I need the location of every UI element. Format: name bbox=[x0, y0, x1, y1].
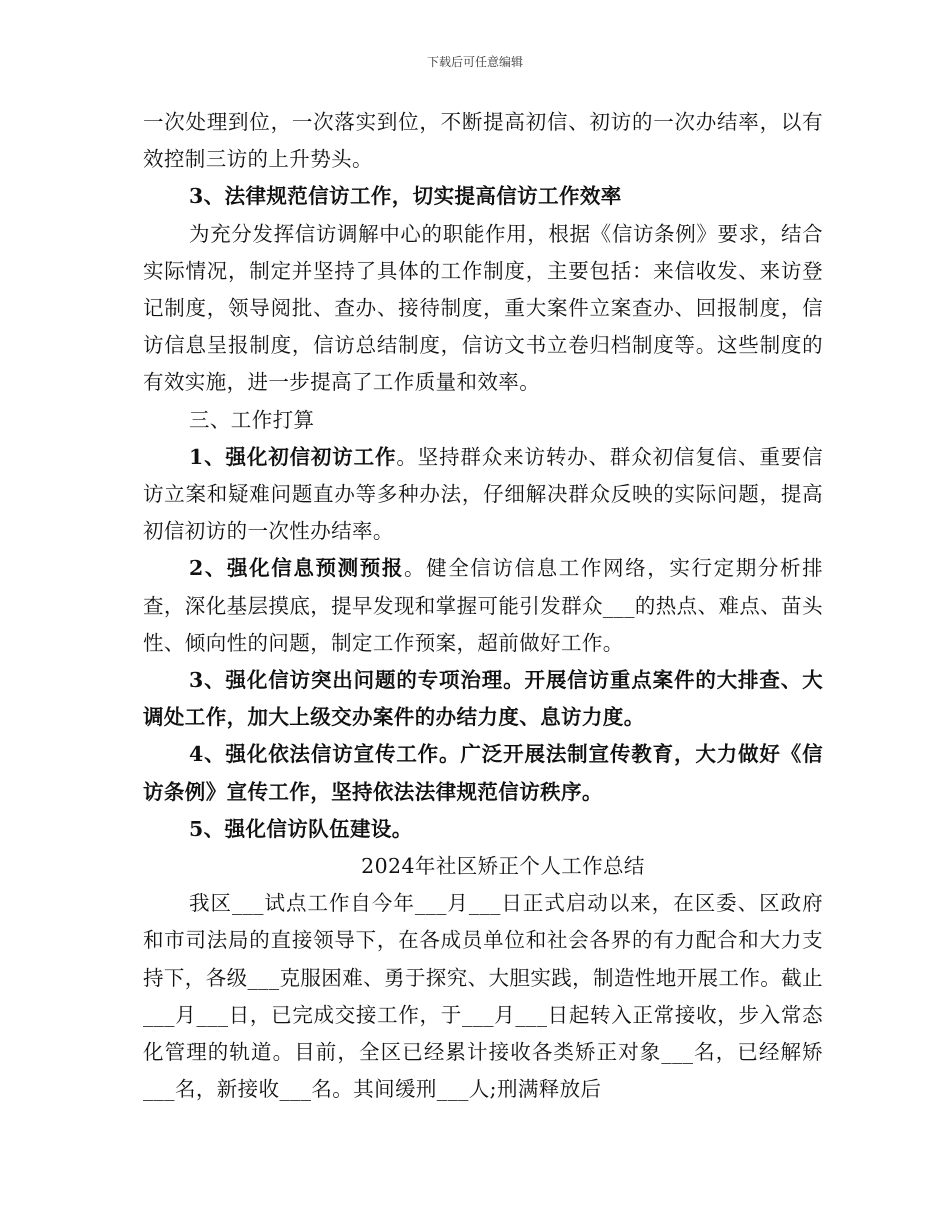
document-title: 2024年社区矫正个人工作总结 bbox=[361, 854, 645, 879]
section-heading: 3、法律规范信访工作，切实提高信访工作效率 bbox=[189, 184, 622, 209]
paragraph bbox=[143, 439, 823, 551]
paragraph-lead: 2、强化信息预测预报 bbox=[189, 556, 404, 581]
paragraph bbox=[143, 550, 823, 662]
paragraph: 4、强化依法信访宣传工作。广泛开展法制宣传教育，大力做好《信访条例》宣传工作，坚持依法法律规范信访秩序。 bbox=[143, 742, 823, 804]
section-heading: 三、工作打算 bbox=[189, 407, 315, 432]
paragraph-text: 。健全信访信息工作网络，实行定期分析排查，深化基层摸底，提早发现和掌握可能引发群众___的热点、难点、苗头性、倾向性的问题，制定工作预案，超前做好工作。 bbox=[143, 556, 823, 655]
paragraph: 我区___试点工作自今年___月___日正式启动以来，在区委、区政府和市司法局的直接领导下，在各成员单位和社会各界的有力配合和大力支持下，各级___克服困难、勇于探究、大胆实践，制造性地开展工作。截止___月___日，已完成交接工作，于___月___日起转入正常接收，步入常态化管理的轨道。目前，全区已经累计接收各类矫正对象___名，已经解矫___名，新接收___名。其间缓刑___人;刑满释放后 bbox=[143, 891, 823, 1102]
paragraph: 5、强化信访队伍建设。 bbox=[189, 816, 413, 841]
document-body bbox=[143, 104, 823, 1108]
paragraph: 一次处理到位，一次落实到位，不断提高初信、初访的一次办结率，以有效控制三访的上升势头。 bbox=[143, 110, 823, 172]
paragraph-text: 。坚持群众来访转办、群众初信复信、重要信访立案和疑难问题直办等多种办法，仔细解决群众反映的实际问题，提高初信初访的一次性办结率。 bbox=[143, 444, 823, 544]
paragraph: 3、强化信访突出问题的专项治理。开展信访重点案件的大排查、大调处工作，加大上级交办案件的办结力度、息访力度。 bbox=[143, 668, 823, 730]
paragraph-lead: 1、强化初信初访工作 bbox=[189, 444, 397, 469]
paragraph: 为充分发挥信访调解中心的职能作用，根据《信访条例》要求，结合实际情况，制定并坚持了具体的工作制度，主要包括：来信收发、来访登记制度，领导阅批、查办、接待制度，重大案件立案查办、回报制度，信访信息呈报制度，信访总结制度，信访文书立卷归档制度等。这些制度的有效实施，进一步提高了工作质量和效率。 bbox=[143, 221, 823, 395]
page-header: 下载后可任意编辑 bbox=[426, 55, 523, 69]
